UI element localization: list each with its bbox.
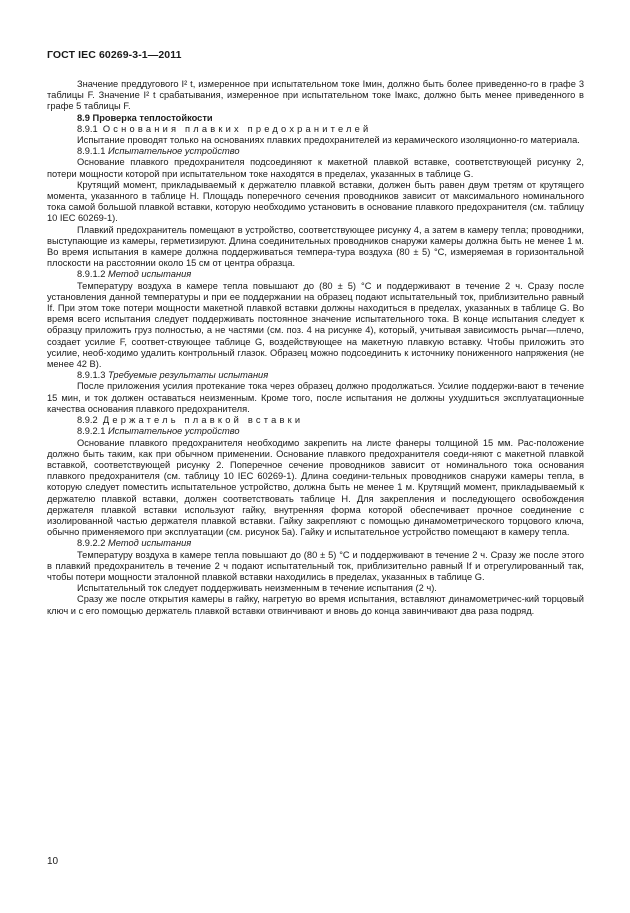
paragraph: Основание плавкого предохранителя подсоединяют к макетной плавкой вставке, соответствующей рисунку 2, потери мощности которой при испытательном токе находятся в пределах, указанных в таблице G. [47, 157, 584, 179]
clause-number: 8.9.2.2 [77, 538, 106, 549]
paragraph: Основание плавкого предохранителя необходимо закрепить на листе фанеры толщиной 15 мм. Рас-положение должно быть таким, как при обычном применении. Основание плавкого предохранителя соеди-няют с макетной плавкой вставкой, соответствующей рисунку 2. Поперечное сечение проводников зависит от номинального тока основания плавкого предохранителя (см. таблицу 10 IEC 60269-1). Длина соедини-тельных проводников снаружи камеры тепла, в которую следует поместить испытательное устройство, должна быть не менее 1 м. Крутящий момент, прикладываемый к держателю плавкой вставки, должен соответствовать таблице H. Для закрепления и последующего освобождения держателя плавкой вставки используют гайку, внутренняя форма которой обеспечивает прочное соединение с изолированной частью держателя плавкой вставки. Гайку закрепляют с помощью динамометрического торцового ключа, обычно применяемого при эксплуатации (см. рисунок 5а). Гайку и испытательное устройство помещают в камеру тепла. [47, 437, 584, 538]
document-body [47, 79, 584, 617]
clause-number: 8.9.1.2 [77, 269, 106, 280]
clause-heading [47, 269, 584, 280]
clause-title: Требуемые результаты испытания [108, 370, 269, 381]
paragraph: Плавкий предохранитель помещают в устройство, соответствующее рисунку 4, а затем в камеру тепла; проводники, выступающие из камеры, герметизируют. Длина соединительных проводников снаружи камеры должна быть не менее 1 м. Во время испытания в камере должна поддерживаться темпера-тура воздуха (80 ± 5) °С, измеряемая в горизонтальной плоскости на расстоянии около 15 см от центра образца. [47, 224, 584, 269]
subsection-number: 8.9.1 [77, 123, 98, 134]
standard-header: ГОСТ IEC 60269-3-1—2011 [47, 49, 182, 61]
clause-heading [47, 370, 584, 381]
clause-title: Метод испытания [108, 269, 192, 280]
paragraph: Значение преддугового I² t, измеренное при испытательном токе Iмин, должно быть более приведенно-го в графе 3 таблицы F. Значение I² t срабатывания, измеренное при испытательном токе Iмакс, должно быть менее приведенного в графе 5 таблицы F. [47, 79, 584, 112]
paragraph: Крутящий момент, прикладываемый к держателю плавкой вставки, должен быть равен двум третям от крутящего момента, указанного в таблице H. Площадь поперечного сечения проводников зависит от максимального номинального тока самой большой плавкой вставки, которую необходимо установить в основание плавкого предохранителя (см. таблицу 10 IEC 60269-1). [47, 179, 584, 224]
clause-number: 8.9.1.3 [77, 370, 106, 381]
clause-title: Метод испытания [108, 538, 192, 549]
paragraph: Температуру воздуха в камере тепла повышают до (80 ± 5) °С и поддерживают в течение 2 ч. Сразу же после этого в плавкий предохранитель в течение 2 ч подают испытательный ток, приблизительно равный If и отрегулированный так, чтобы потери мощности эталонной плавкой вставки находились в пределах, указанных в таблице G. [47, 549, 584, 582]
subsection-heading [47, 415, 584, 426]
paragraph: Испытание проводят только на основаниях плавких предохранителей из керамического изоляционно-го материала. [77, 135, 580, 146]
clause-heading [47, 538, 584, 549]
subsection-title: Держатель плавкой вставки [102, 415, 304, 426]
section-heading: 8.9 Проверка теплостойкости [77, 112, 213, 123]
clause-number: 8.9.1.1 [77, 146, 106, 157]
clause-heading [47, 426, 584, 437]
clause-title: Испытательное устройство [108, 146, 240, 157]
page-number: 10 [47, 856, 59, 867]
clause-title: Испытательное устройство [108, 426, 240, 437]
subsection-number: 8.9.2 [77, 415, 98, 426]
paragraph: После приложения усилия протекание тока через образец должно продолжаться. Усилие поддержи-вают в течение 15 мин, и ток должен оставаться неизменным. Кроме того, после испытания не должны ухудшиться эксплуатационные качества основания плавкого предохранителя. [47, 381, 584, 414]
paragraph: Температуру воздуха в камере тепла повышают до (80 ± 5) °С и поддерживают в течение 2 ч. Сразу после установления данной температуры и при ее поддержании на образец подают испытательный ток, приблизительно равный If. При этом токе потери мощности макетной плавкой вставки должны находиться в пределах, указанных в таблице G. Во время всего испытания следует поддерживать постоянное значение испытательного тока. В конце испытания следует к образцу приложить груз полностью, а не частями (см. поз. 4 на рисунке 4), который, учитывая зависимость рычаг—плечо, создает усилие F, соответ-ствующее таблице G, воздействующее на макетную плавкую вставку. Чтобы приложить это усилие, необ-ходимо удалить контрольный глазок. Образец можно подсоединить к источнику пониженного напряжения (не менее 42 В). [47, 280, 584, 370]
paragraph: Сразу же после открытия камеры в гайку, нагретую во время испытания, вставляют динамометричес-кий торцовый ключ и с его помощью держатель плавкой вставки отвинчивают и вновь до конца завинчивают два раза подряд. [47, 594, 584, 616]
clause-number: 8.9.2.1 [77, 426, 106, 437]
clause-heading [47, 146, 584, 157]
subsection-heading [47, 124, 584, 135]
subsection-title: Основания плавких предохранителей [102, 123, 372, 134]
paragraph: Испытательный ток следует поддерживать неизменным в течение испытания (2 ч). [77, 583, 437, 594]
